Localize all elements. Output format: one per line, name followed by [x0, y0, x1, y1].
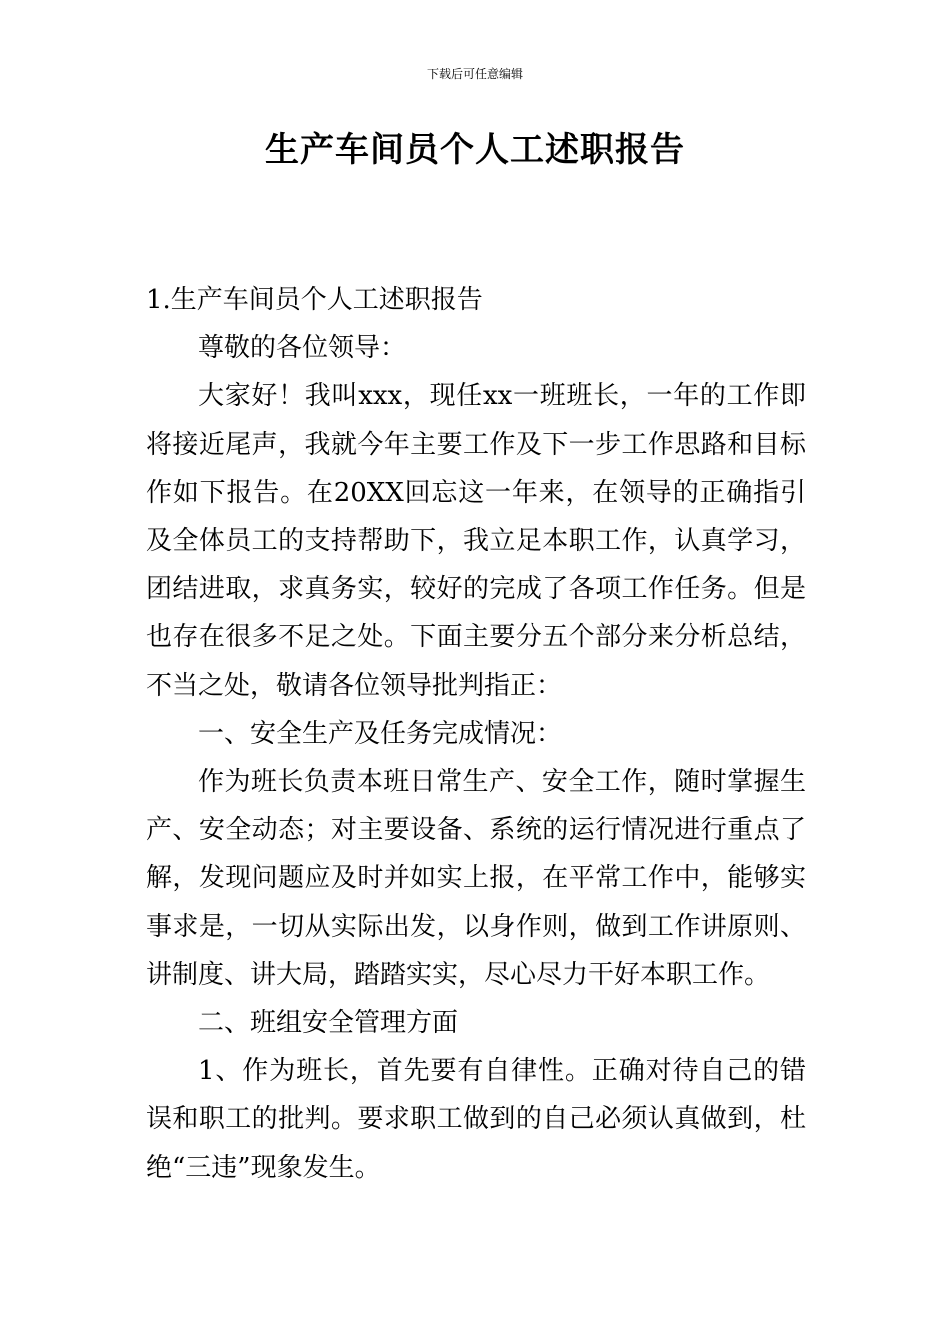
section-heading: 1.生产车间员个人工述职报告 [146, 285, 483, 315]
document-body [146, 276, 806, 1192]
document-title: 生产车间员个人工述职报告 [265, 130, 685, 170]
salutation: 尊敬的各位领导： [198, 333, 407, 364]
subsection-heading: 一、安全生产及任务完成情况： [198, 718, 563, 749]
body-paragraph: 大家好！我叫xxx，现任xx一班班长，一年的工作即将接近尾声，我就今年主要工作及下一步工作思路和目标作如下报告。在20XX回忘这一年来，在领导的正确指引及全体员工的支持帮助下，我立足本职工作，认真学习，团结进取，求真务实，较好的完成了各项工作任务。但是也存在很多不足之处。下面主要分五个部分来分析总结，不当之处，敬请各位领导批判指正： [146, 381, 806, 701]
body-paragraph: 作为班长负责本班日常生产、安全工作，随时掌握生产、安全动态；对主要设备、系统的运行情况进行重点了解，发现问题应及时并如实上报，在平常工作中，能够实事求是，一切从实际出发，以身作则，做到工作讲原则、讲制度、讲大局，踏踏实实，尽心尽力干好本职工作。 [146, 767, 806, 990]
header-note: 下载后可任意编辑 [426, 67, 523, 81]
body-paragraph: 1、作为班长，首先要有自律性。正确对待自己的错误和职工的批判。要求职工做到的自己必须认真做到，杜绝“三违”现象发生。 [146, 1056, 806, 1183]
subsection-heading: 二、班组安全管理方面 [198, 1008, 459, 1039]
